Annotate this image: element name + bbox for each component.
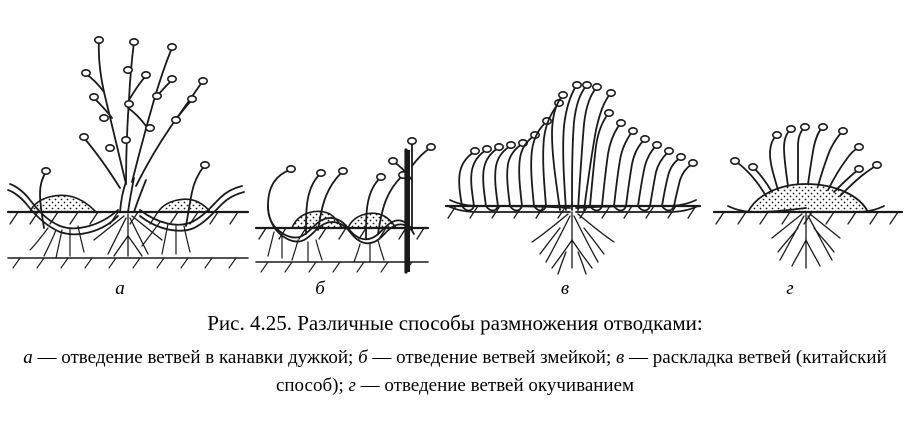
panel-a-drawing [8, 37, 248, 268]
panel-label-v: в [560, 278, 570, 299]
legend-marker-a: а [23, 347, 33, 368]
legend-text-a: — отведение ветвей в канавки дужкой; [32, 347, 359, 368]
legend-marker-b: б [358, 347, 368, 368]
panel-v-drawing [446, 82, 700, 274]
panel-b-drawing [256, 138, 435, 272]
legend-text-b: — отведение ветвей змейкой; [367, 347, 617, 368]
legend-text-v-dash: — [624, 347, 649, 368]
legend-text-g: — отведение ветвей окучиванием [355, 375, 635, 396]
panel-label-b: б [315, 278, 325, 299]
legend-text-v: раскладка ветвей (китайский способ); [275, 347, 887, 396]
panel-label-g: г [786, 278, 794, 299]
figure-caption-title: Рис. 4.25. Различные способы размножения отводками: [207, 311, 703, 335]
figure-caption-legend [0, 344, 910, 400]
panel-label-a: а [115, 278, 125, 299]
legend-marker-v: в [616, 347, 625, 368]
panel-g-drawing [714, 124, 902, 268]
figure-caption-block [0, 308, 910, 400]
legend-marker-g: г [348, 375, 356, 396]
